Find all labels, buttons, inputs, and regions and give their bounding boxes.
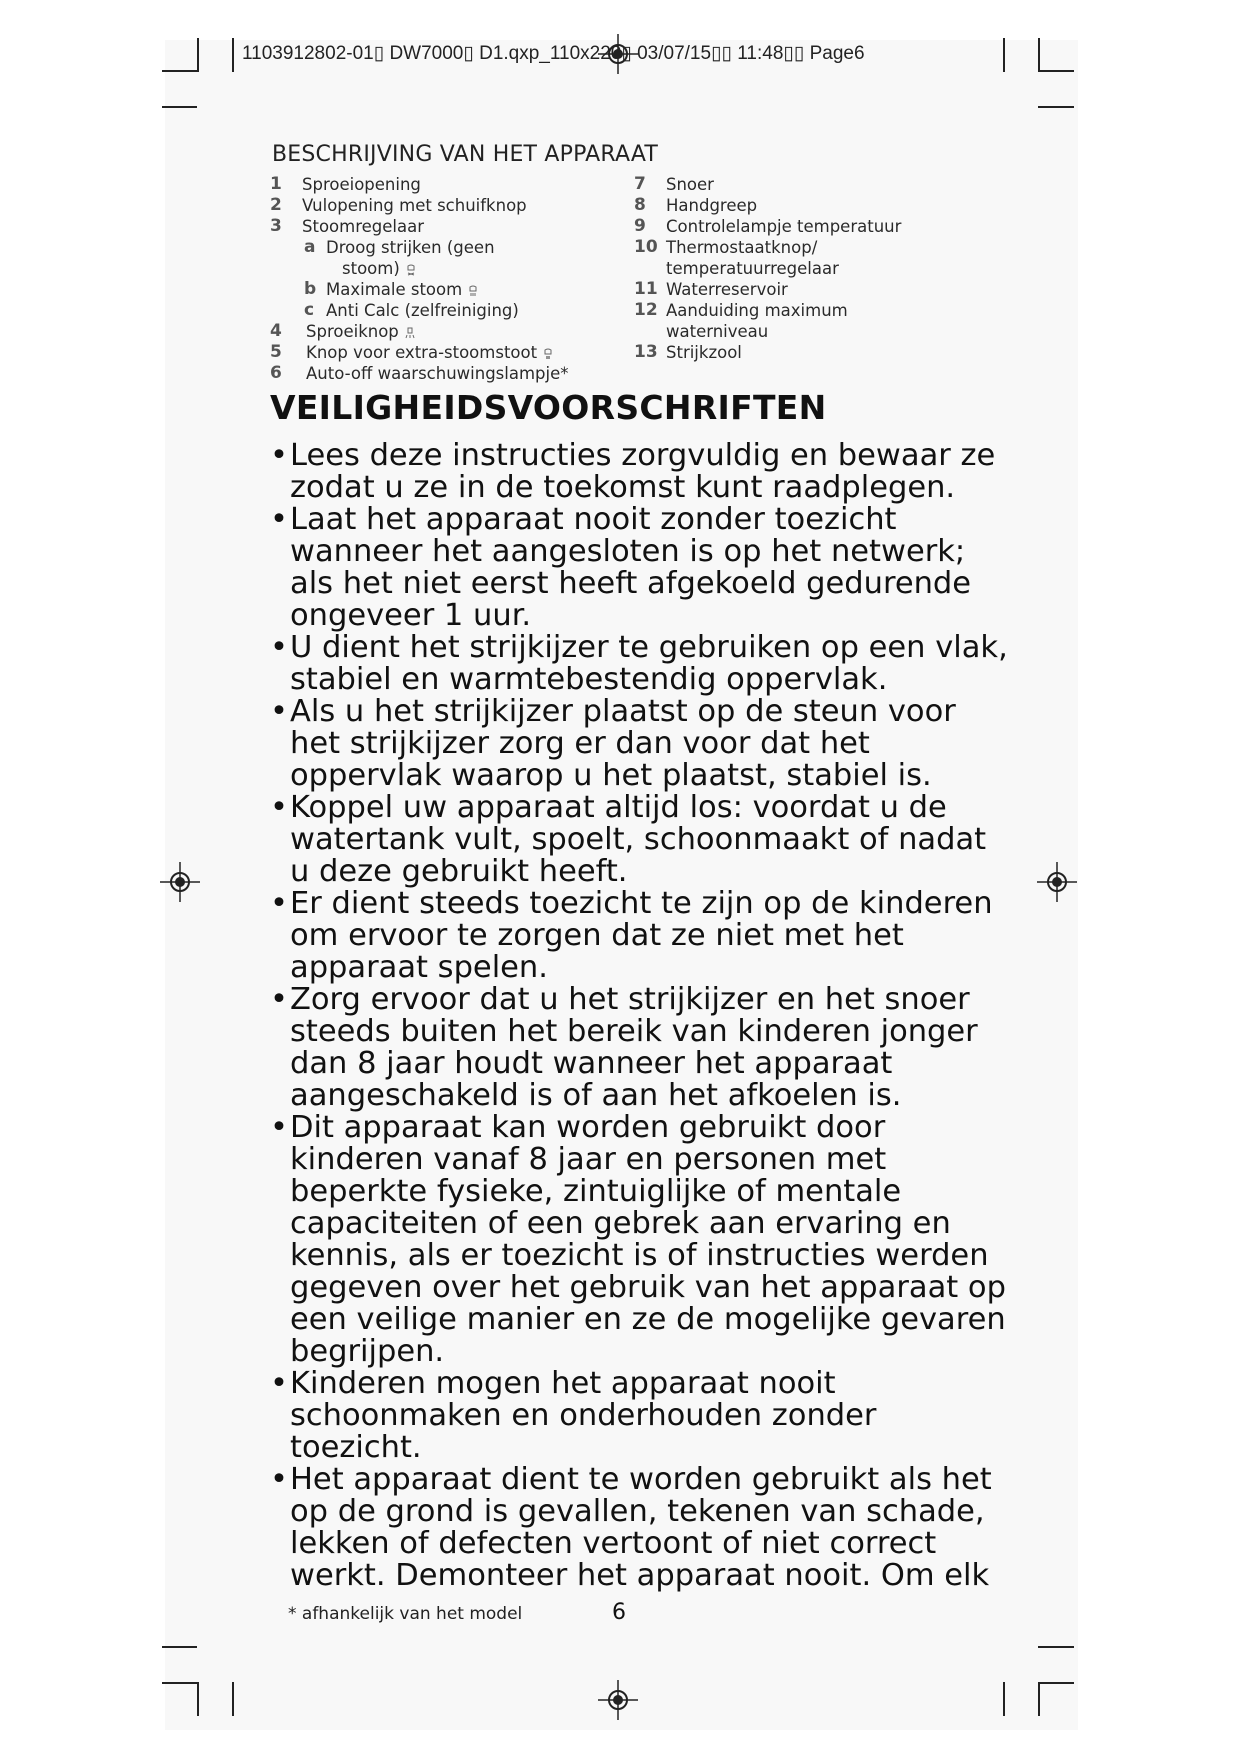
crop-mark [197, 38, 199, 72]
list-item: 10 Thermostaatknop/ [634, 237, 818, 257]
list-item: • Kinderen mogen het apparaat nooit schoonmaken en onderhouden zonder toezicht. [270, 1366, 877, 1465]
print-slug: 1103912802-01▯ DW7000▯ D1.qxp_110x220▯ 03/07/15▯▯ 11:48▯▯ Page6 [242, 43, 865, 64]
steam-shot-icon [543, 348, 553, 360]
list-item: 9 Controlelampje temperatuur [634, 216, 902, 236]
description-title: BESCHRIJVING VAN HET APPARAAT [272, 142, 659, 167]
crop-mark [162, 106, 197, 108]
footnote: * afhankelijk van het model [288, 1604, 523, 1624]
crop-mark [162, 70, 197, 72]
crop-mark [1003, 1682, 1005, 1716]
list-item: 1 Sproeiopening [270, 174, 421, 194]
list-item: • Als u het strijkijzer plaatst op de steun voor het strijkijzer zorg er dan voor dat het oppervlak waarop u het plaatst, stabiel is. [270, 694, 956, 793]
registration-mark-icon [1037, 862, 1077, 902]
safety-rules-list [270, 440, 1010, 1592]
crop-mark [1038, 38, 1040, 72]
dry-iron-icon [406, 264, 416, 276]
parts-list-right [634, 174, 934, 363]
list-item: waterniveau [666, 322, 769, 341]
list-item: • Laat het apparaat nooit zonder toezicht wanneer het aangesloten is op het netwerk; als het niet eerst heeft afgekoeld gedurende ongeveer 1 uur. [270, 502, 972, 633]
list-item: 13 Strijkzool [634, 342, 742, 362]
section-heading: VEILIGHEIDSVOORSCHRIFTEN [270, 388, 827, 427]
list-item: 11 Waterreservoir [634, 279, 788, 299]
list-item: • Lees deze instructies zorgvuldig en bewaar ze zodat u ze in de toekomst kunt raadplegen. [270, 438, 996, 505]
list-item: • Het apparaat dient te worden gebruikt als het op de grond is gevallen, tekenen van schade, lekken of defecten vertoont of niet correct werkt. Demonteer het apparaat nooit. Om elk [270, 1462, 992, 1593]
list-item: 4 Sproeiknop [270, 321, 630, 342]
list-item: 12 Aanduiding maximum [634, 300, 848, 320]
max-steam-icon [468, 285, 478, 297]
crop-mark [1038, 1682, 1040, 1716]
list-item: 8 Handgreep [634, 195, 758, 215]
list-item: • Koppel uw apparaat altijd los: voordat u de watertank vult, spoelt, schoonmaakt of nadat u deze gebruikt heeft. [270, 790, 987, 889]
crop-mark [1038, 70, 1074, 72]
list-item: c Anti Calc (zelfreiniging) [304, 300, 519, 320]
crop-mark [1038, 1682, 1074, 1684]
list-item: 7 Snoer [634, 174, 714, 194]
list-item: a Droog strijken (geen [304, 237, 495, 257]
crop-mark [232, 38, 234, 72]
list-item: • Er dient steeds toezicht te zijn op de kinderen om ervoor te zorgen dat ze niet met het apparaat spelen. [270, 886, 993, 985]
list-item: 6 Auto-off waarschuwingslampje* [270, 363, 569, 383]
registration-mark-icon [598, 1680, 638, 1720]
crop-mark [1038, 1646, 1074, 1648]
crop-mark [1038, 106, 1074, 108]
registration-mark-icon [160, 862, 200, 902]
list-item: 5 Knop voor extra-stoomstoot [270, 342, 630, 363]
spray-icon [405, 327, 415, 339]
crop-mark [162, 1682, 197, 1684]
list-item: • U dient het strijkijzer te gebruiken op een vlak, stabiel en warmtebestendig oppervlak. [270, 630, 1008, 697]
page-number: 6 [612, 1600, 626, 1625]
crop-mark [197, 1682, 199, 1716]
list-item: • Dit apparaat kan worden gebruikt door kinderen vanaf 8 jaar en personen met beperkte fysieke, zintuiglijke of mentale capaciteiten of een gebrek aan ervaring en kennis, als er toezicht is of instructies werden gegeven over het gebruik van het apparaat op een veilige manier en ze de mogelijke gevaren begrijpen. [270, 1110, 1006, 1369]
crop-mark [162, 1646, 197, 1648]
list-item: temperatuurregelaar [666, 259, 839, 278]
crop-mark [232, 1682, 234, 1716]
parts-list-left [270, 174, 630, 384]
list-item: 2 Vulopening met schuifknop [270, 195, 527, 215]
list-item: 3 Stoomregelaar [270, 216, 424, 236]
list-item: • Zorg ervoor dat u het strijkijzer en het snoer steeds buiten het bereik van kinderen jonger dan 8 jaar houdt wanneer het apparaat aangeschakeld is of aan het afkoelen is. [270, 982, 978, 1113]
list-item: b Maximale stoom [270, 279, 630, 300]
crop-mark [1003, 38, 1005, 72]
list-item: stoom) [270, 258, 630, 279]
